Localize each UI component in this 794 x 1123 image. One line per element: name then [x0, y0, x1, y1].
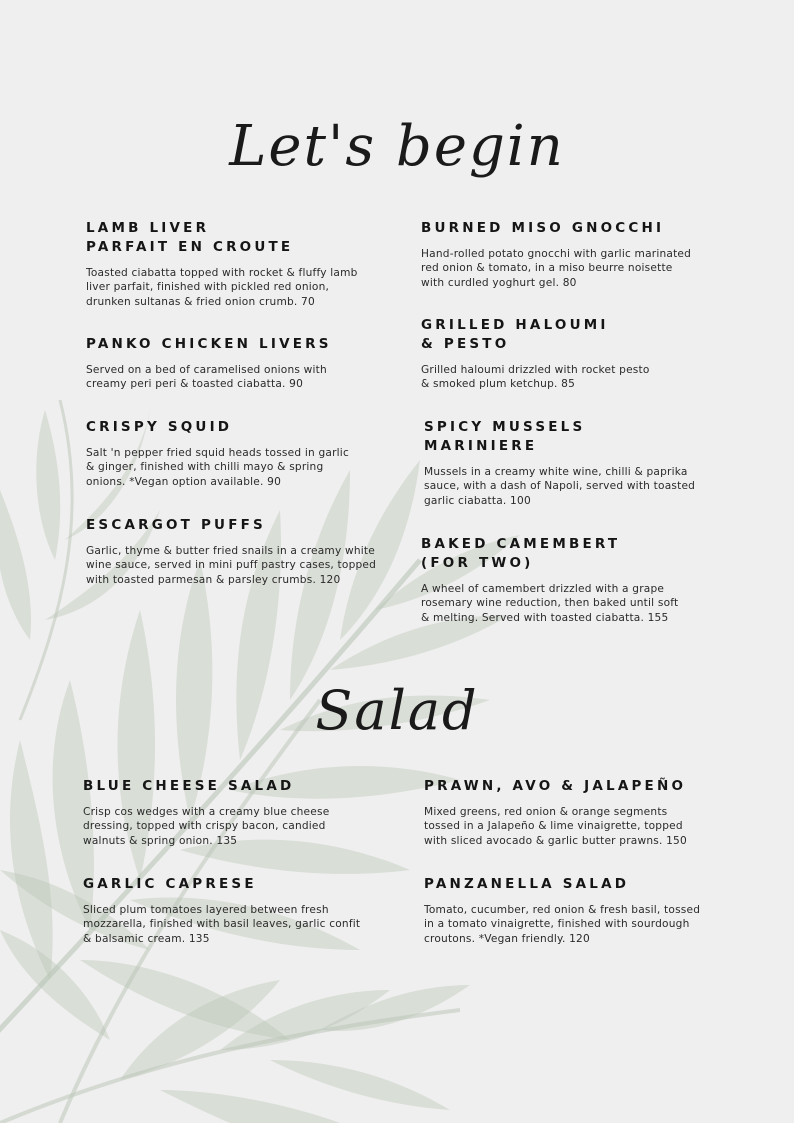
dish-description: Grilled haloumi drizzled with rocket pesto & smoked plum ketchup. 85	[421, 364, 650, 391]
menu-item	[83, 777, 383, 848]
dish-description: Mussels in a creamy white wine, chilli & paprika sauce, with a dash of Napoli, served with toasted garlic ciabatta. 100	[424, 466, 696, 507]
dish-description: Crisp cos wedges with a creamy blue cheese dressing, topped with crispy bacon, candied walnuts & spring onion. 135	[83, 806, 330, 847]
dish-description: Sliced plum tomatoes layered between fresh mozzarella, finished with basil leaves, garlic confit & balsamic cream. 135	[83, 904, 361, 945]
menu-item	[421, 535, 721, 625]
section-heading-lets-begin: Let's begin	[229, 114, 565, 179]
menu-item	[86, 219, 386, 309]
dish-description: Hand-rolled potato gnocchi with garlic marinated red onion & tomato, in a miso beurre noisette with curdled yoghurt gel. 80	[421, 248, 692, 289]
dish-name: SPICY MUSSELS MARINIERE	[424, 419, 586, 454]
dish-description: Served on a bed of caramelised onions with creamy peri peri & toasted ciabatta. 90	[86, 364, 327, 391]
dish-name: BLUE CHEESE SALAD	[83, 778, 295, 794]
dish-name: GRILLED HALOUMI & PESTO	[421, 317, 609, 352]
dish-name: CRISPY SQUID	[86, 419, 233, 435]
dish-description: Garlic, thyme & butter fried snails in a creamy white wine sauce, served in mini puff pastry cases, topped with toasted parmesan & parsley crumbs. 120	[86, 545, 377, 586]
menu-item	[424, 875, 724, 946]
menu-item	[83, 875, 383, 946]
dish-name: LAMB LIVER PARFAIT EN CROUTE	[86, 220, 294, 255]
menu-item	[86, 516, 386, 587]
section-heading-salad: Salad	[315, 679, 479, 742]
dish-name: PANKO CHICKEN LIVERS	[86, 336, 332, 352]
menu-item	[86, 335, 386, 392]
menu-item	[421, 316, 721, 392]
dish-name: ESCARGOT PUFFS	[86, 517, 266, 533]
dish-name: BAKED CAMEMBERT (FOR TWO)	[421, 536, 621, 571]
menu-item	[86, 418, 386, 489]
dish-name: PANZANELLA SALAD	[424, 876, 630, 892]
menu-item	[421, 219, 721, 290]
dish-description: A wheel of camembert drizzled with a grape rosemary wine reduction, then baked until soft & melting. Served with toasted ciabatta. 155	[421, 583, 679, 624]
dish-description: Toasted ciabatta topped with rocket & fluffy lamb liver parfait, finished with pickled red onion, drunken sultanas & fried onion crumb. 70	[86, 267, 358, 308]
dish-description: Salt 'n pepper fried squid heads tossed in garlic & ginger, finished with chilli mayo & spring onions. *Vegan option available. 90	[86, 447, 349, 488]
menu-item	[424, 418, 724, 508]
dish-name: BURNED MISO GNOCCHI	[421, 220, 665, 236]
dish-name: GARLIC CAPRESE	[83, 876, 257, 892]
dish-name: PRAWN, AVO & JALAPEÑO	[424, 778, 687, 794]
menu-item	[424, 777, 724, 848]
dish-description: Tomato, cucumber, red onion & fresh basil, tossed in a tomato vinaigrette, finished with sourdough croutons. *Vegan friendly. 120	[424, 904, 701, 945]
dish-description: Mixed greens, red onion & orange segments tossed in a Jalapeño & lime vinaigrette, topped with sliced avocado & garlic butter prawns. 150	[424, 806, 687, 847]
